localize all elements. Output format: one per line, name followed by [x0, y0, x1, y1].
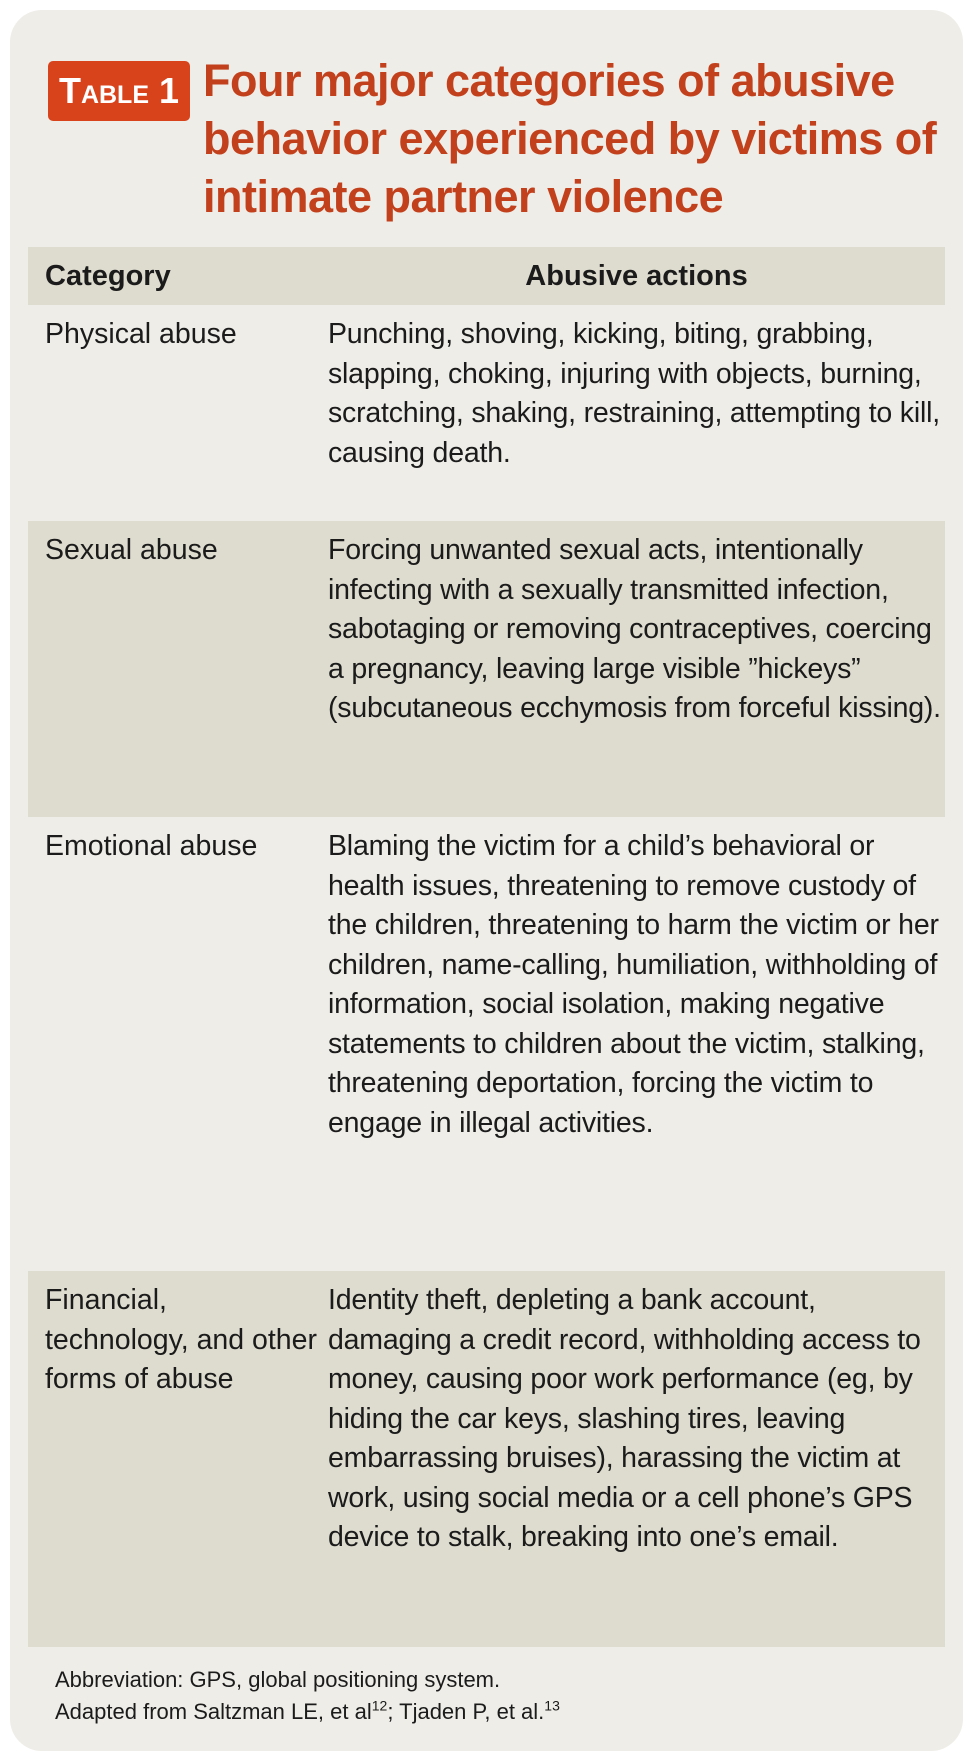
category-cell: Physical abuse [45, 318, 237, 350]
source-text: Adapted from Saltzman LE, et al [55, 1699, 372, 1724]
source-text: ; Tjaden P, et al. [387, 1699, 545, 1724]
abuse-categories-table [28, 247, 945, 1647]
category-cell: Emotional abuse [45, 830, 258, 862]
actions-cell: Forcing unwanted sexual acts, intentionally infecting with a sexually transmitted infection, sabotaging or removing contraceptives, coercing a pregnancy, leaving large visible ”hickeys” (subcutaneous ecchymosis from forceful kissing). [328, 534, 941, 724]
actions-cell: Identity theft, depleting a bank account, damaging a credit record, withholding access to money, causing poor work performance (eg, by hiding the car keys, slashing tires, leaving embarrassing bruises), harassing the victim at work, using social media or a cell phone’s GPS device to stalk, breaking into one’s email. [328, 1284, 921, 1553]
table-footnotes [55, 1664, 935, 1728]
category-cell: Financial, technology, and other forms of abuse [45, 1284, 318, 1395]
reference-superscript: 13 [544, 1697, 560, 1714]
abbreviation-note: Abbreviation: GPS, global positioning system. [55, 1667, 501, 1692]
table-row [28, 305, 945, 521]
table-title: Four major categories of abusive behavior experienced by victims of intimate partner violence [203, 55, 937, 222]
actions-cell: Blaming the victim for a child’s behavioral or health issues, threatening to remove custody of the children, threatening to harm the victim or her children, name-calling, humiliation, withholding of information, social isolation, making negative statements to children about the victim, stalking, threatening deportation, forcing the victim to engage in illegal activities. [328, 830, 939, 1139]
category-cell: Sexual abuse [45, 534, 218, 566]
column-header-actions: Abusive actions [525, 259, 748, 292]
table-row [28, 817, 945, 1271]
source-note [55, 1696, 935, 1728]
reference-superscript: 12 [371, 1697, 388, 1714]
table-row [28, 521, 945, 817]
actions-cell: Punching, shoving, kicking, biting, grabbing, slapping, choking, injuring with objects, burning, scratching, shaking, restraining, attempting to kill, causing death. [328, 318, 940, 469]
column-header-category: Category [45, 259, 171, 292]
table-row [28, 1271, 945, 1647]
table-number-badge: Table 1 [48, 61, 190, 121]
table-header-row [28, 247, 945, 305]
